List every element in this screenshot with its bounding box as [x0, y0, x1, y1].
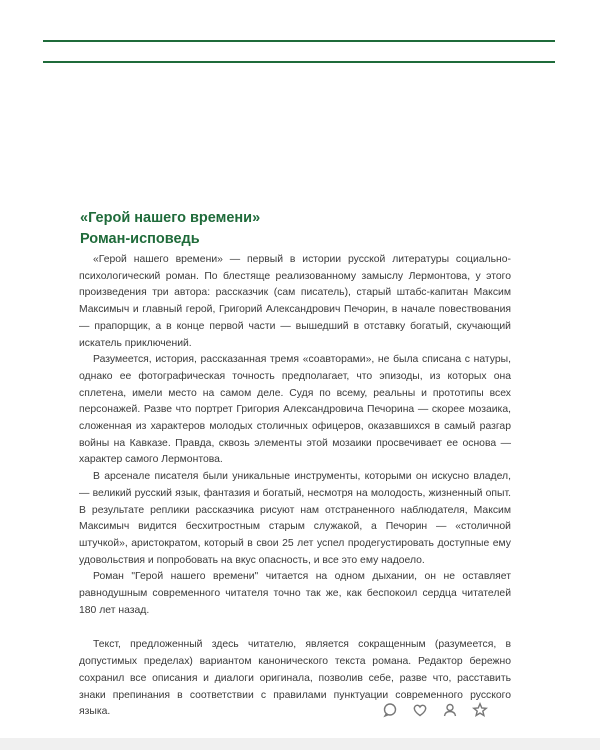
social-actions: [382, 702, 488, 718]
star-icon[interactable]: [472, 702, 488, 718]
chapter-heading: [80, 208, 260, 250]
top-rule-second: [43, 61, 555, 63]
book-subtitle: Роман-исповедь: [80, 231, 200, 247]
book-title: «Герой нашего времени»: [80, 210, 261, 226]
body-text: [79, 252, 511, 721]
top-rule: [43, 40, 555, 42]
user-icon[interactable]: [442, 702, 458, 718]
heart-icon[interactable]: [412, 702, 428, 718]
comment-icon[interactable]: [382, 702, 398, 718]
paragraph: Роман "Герой нашего времени" читается на одном дыхании, он не оставляет равнодушным современного читателя точно так же, как беспокоил сердца читателей 180 лет назад.: [79, 571, 511, 616]
page-bottom-edge: [0, 738, 600, 750]
paragraph: В арсенале писателя были уникальные инструменты, которыми он искусно владел, — великий русский язык, фантазия и богатый, несмотря на молодость, жизненный опыт. В результате реплики рассказчика рисуют нам отстраненного наблюдателя, Максим Максимыч видится бесхитростным старым служакой, а Печорин — «столичной штучкой», аристократом, который в свои 25 лет успел продегустировать доступные ему удовольствия и попробовать на вкус опасность, и все это ему надоело.: [79, 471, 511, 566]
paragraph: «Герой нашего времени» — первый в истории русской литературы социально-психологический роман. По блестяще реализованному замыслу Лермонтова, у этого произведения три автора: рассказчик (сам писатель), старый штабс-капитан Максим Максимыч и главный герой, Григорий Александрович Печорин, в начале повествования — прапорщик, а в конце первой части — вышедший в отставку богатый, скучающий искатель приключений.: [79, 254, 511, 349]
editor-note: Текст, предложенный здесь читателю, является сокращенным (разумеется, в допустимых пределах) вариантом канонического текста романа. Редактор бережно сохранил все описания и диалоги оригинала, позволив себе, разве что, расставить знаки препинания в соответствии с правилами пунктуации современного русского языка.: [79, 639, 511, 718]
paragraph: Разумеется, история, рассказанная тремя «соавторами», не была списана с натуры, однако ее фотографическая точность предполагает, что эпизоды, из которых она сплетена, имели место на самом деле. Судя по всему, реальны и прототипы всех персонажей. Разве что портрет Григория Александровича Печорина — скорее мозаика, сложенная из характеров молодых столичных офицеров, оказавшихся в самый разгар войны на Кавказе. Правда, сквозь элементы этой мозаики просвечивает ее основа — характер самого Лермонтова.: [79, 354, 511, 466]
